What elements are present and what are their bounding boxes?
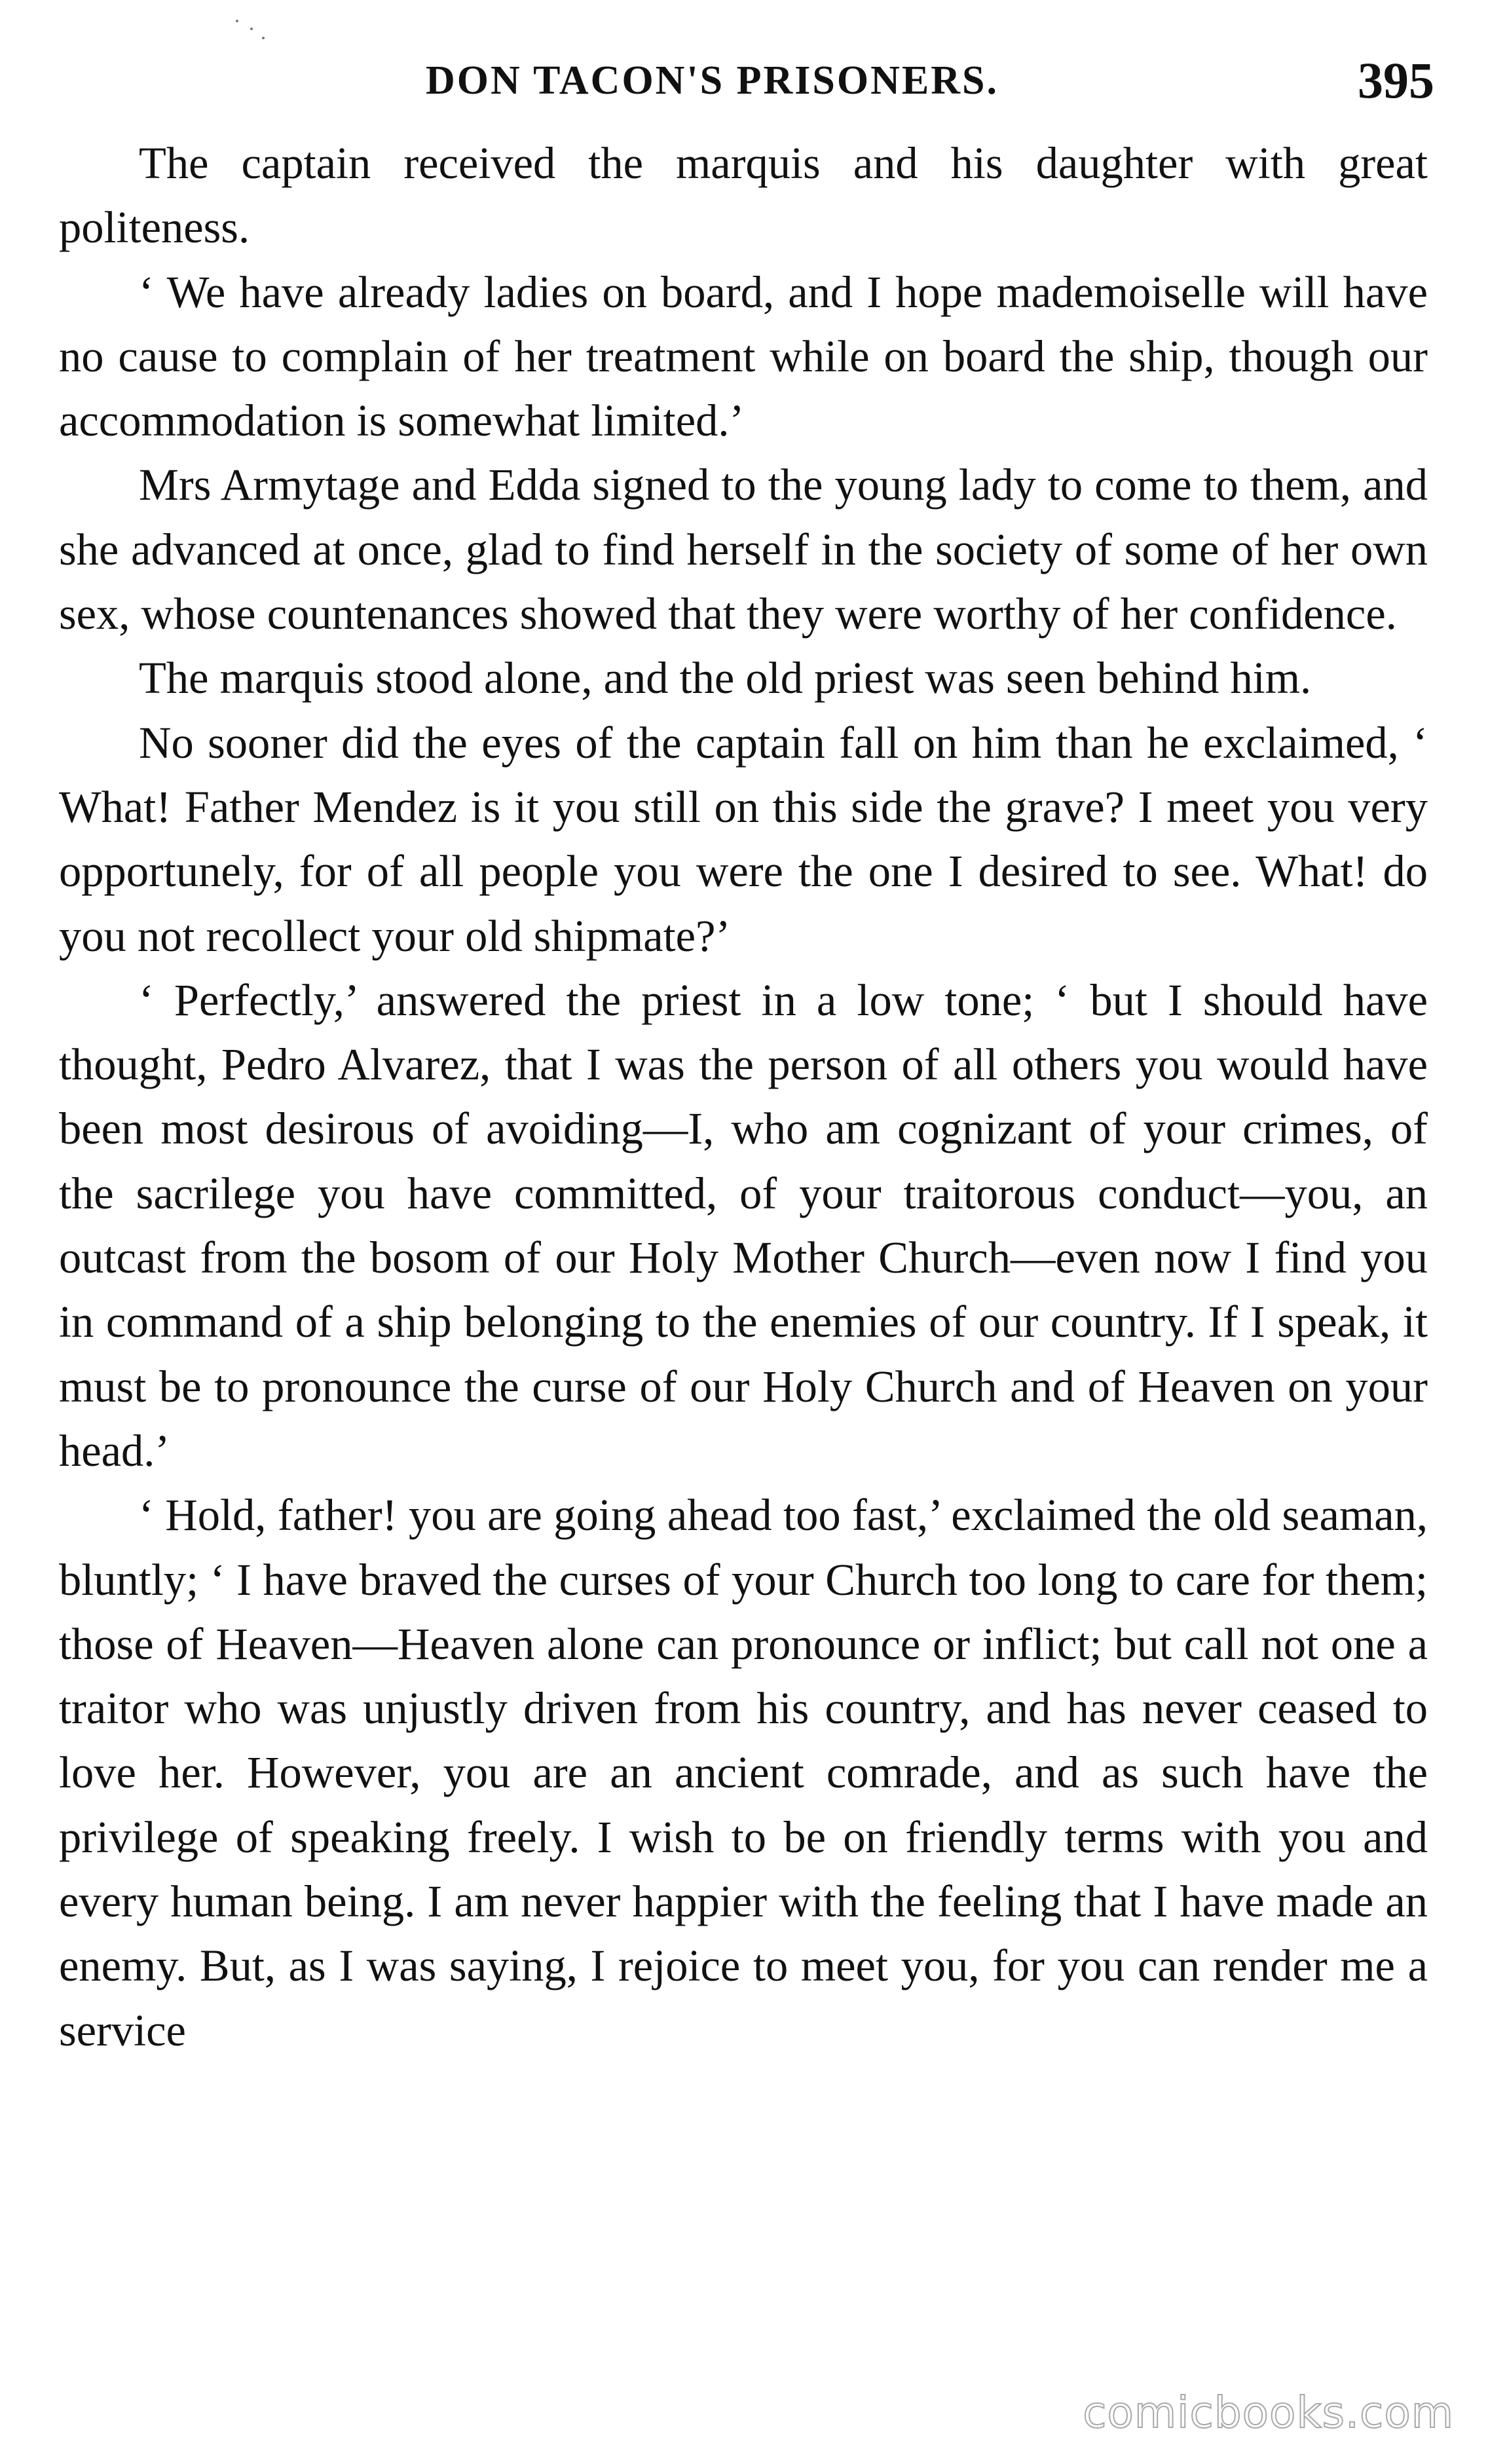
page-number: 395 xyxy=(1358,52,1434,109)
paragraph: The captain received the marquis and his daughter with great politeness. xyxy=(59,138,1428,253)
body-text xyxy=(59,131,1428,2063)
running-title: DON TACON'S PRISONERS. xyxy=(426,58,999,103)
speck xyxy=(236,20,238,22)
paper-specks xyxy=(236,20,275,46)
paragraph: Mrs Armytage and Edda signed to the young lady to come to them, and she advanced at once, glad to find herself in the society of some of her own sex, whose countenances showed that they were worthy of her confidence. xyxy=(59,460,1428,639)
paragraph: ‘ Perfectly,’ answered the priest in a low tone; ‘ but I should have thought, Pedro Alvarez, that I was the person of all others you would have been most desirous of avoiding—I, who am cognizant of your crimes, of the sacrilege you have committed, of your traitorous conduct—you, an outcast from the bosom of our Holy Mother Church—even now I find you in command of a ship belonging to the enemies of our country. If I speak, it must be to pronounce the curse of our Holy Church and of Heaven on your head.’ xyxy=(59,975,1428,1476)
speck xyxy=(262,37,265,39)
watermark: comicbooks.com xyxy=(1083,2387,1454,2438)
paragraph: No sooner did the eyes of the captain fall on him than he exclaimed, ‘ What! Father Mendez is it you still on this side the grave? I meet you very opportunely, for of all people you were the one I desired to see. What! do you not recollect your old shipmate?’ xyxy=(59,717,1428,961)
paragraph: The marquis stood alone, and the old priest was seen behind him. xyxy=(139,653,1312,703)
speck xyxy=(250,28,253,30)
paragraph: ‘ Hold, father! you are going ahead too fast,’ exclaimed the old seaman, bluntly; ‘ I have braved the curses of your Church too long to care for them; those of Heaven—Heaven alone can pronounce or inflict; but call not one a traitor who was unjustly driven from his country, and has never ceased to love her. However, you are an ancient comrade, and as such have the privilege of speaking freely. I wish to be on friendly terms with you and every human being. I am never happier with the feeling that I have made an enemy. But, as I was saying, I rejoice to meet you, for you can render me a service xyxy=(59,1490,1428,2055)
page-header xyxy=(59,51,1434,123)
paragraph: ‘ We have already ladies on board, and I hope mademoiselle will have no cause to complain of her treatment while on board the ship, though our accommodation is somewhat limited.’ xyxy=(59,267,1428,446)
